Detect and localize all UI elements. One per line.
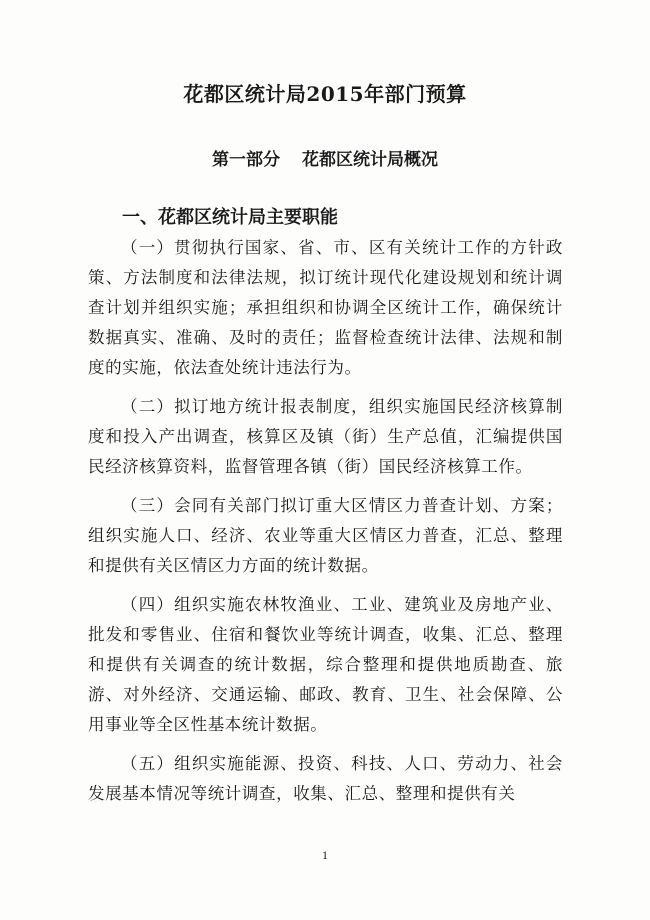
document-title: 花都区统计局2015年部门预算 (183, 82, 467, 106)
paragraph-4: （四）组织实施农林牧渔业、工业、建筑业及房地产业、批发和零售业、住宿和餐饮业等统计调查，收集、汇总、整理和提供有关调查的统计数据，综合整理和提供地质勘查、旅游、对外经济、交通运输、邮政、教育、卫生、社会保障、公用事业等全区性基本统计数据。 (88, 595, 563, 734)
section-heading: 一、花都区统计局主要职能 (122, 207, 338, 228)
part-heading-label: 第一部分 (212, 150, 280, 170)
page-number: 1 (322, 848, 328, 862)
paragraph-1: （一）贯彻执行国家、省、市、区有关统计工作的方针政策、方法制度和法律法规，拟订统计现代化建设规划和统计调查计划并组织实施；承担组织和协调全区统计工作，确保统计数据真实、准确、及时的责任；监督检查统计法律、法规和制度的实施，依法查处统计违法行为。 (88, 238, 563, 377)
document-body (88, 233, 563, 818)
paragraph-2: （二）拟订地方统计报表制度，组织实施国民经济核算制度和投入产出调查，核算区及镇（街）生产总值，汇编提供国民经济核算资料，监督管理各镇（街）国民经济核算工作。 (88, 397, 563, 476)
paragraph-3: （三）会同有关部门拟订重大区情区力普查计划、方案；组织实施人口、经济、农业等重大区情区力普查，汇总、整理和提供有关区情区力方面的统计数据。 (88, 496, 563, 575)
part-heading-name: 花都区统计局概况 (302, 150, 438, 170)
part-heading (0, 145, 650, 170)
paragraph-5: （五）组织实施能源、投资、科技、人口、劳动力、社会发展基本情况等统计调查，收集、汇总、整理和提供有关 (88, 754, 563, 803)
